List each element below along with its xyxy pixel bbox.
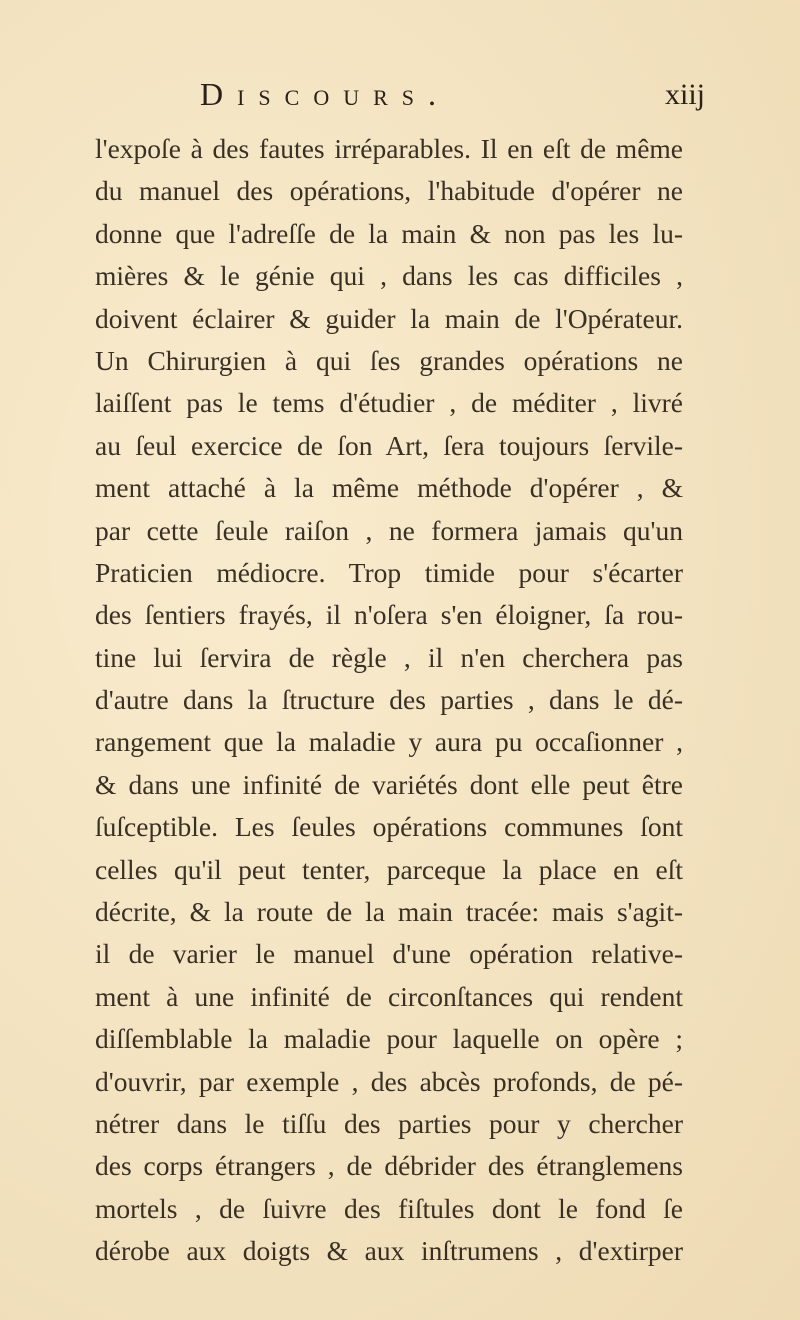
text-line: diſſemblable la maladie pour laquelle on opère ; [95,1023,683,1055]
body-text [95,128,683,1273]
text-line: nétrer dans le tiſſu des parties pour y chercher [95,1107,683,1139]
text-line: dérobe aux doigts & aux inſtrumens , d'extirper [95,1235,683,1267]
running-title: Discours. [200,76,451,112]
text-line: des corps étrangers , de débrider des étranglemens [95,1150,683,1182]
text-line: celles qu'il peut tenter, parceque la place en eſt [95,853,683,885]
text-line: par cette ſeule raiſon , ne formera jamais qu'un [95,514,683,546]
text-line: doivent éclairer & guider la main de l'Opérateur. [95,302,683,334]
text-line: Praticien médiocre. Trop timide pour s'écarter [95,556,683,588]
text-line: ment attaché à la même méthode d'opérer , & [95,472,683,504]
text-line: ment à une infinité de circonſtances qui rendent [95,980,683,1012]
text-line: mières & le génie qui , dans les cas difficiles , [95,260,683,292]
text-line: du manuel des opérations, l'habitude d'opérer ne [95,175,683,207]
text-line: mortels , de ſuivre des fiſtules dont le fond ſe [95,1192,683,1224]
text-line: & dans une infinité de variétés dont elle peut être [95,768,683,800]
text-line: décrite, & la route de la main tracée: mais s'agit- [95,896,683,928]
text-line: rangement que la maladie y aura pu occaſionner , [95,726,683,758]
text-line: d'autre dans la ſtructure des parties , dans le dé- [95,684,683,716]
running-header [200,76,705,120]
text-line: des ſentiers frayés, il n'oſera s'en éloigner, ſa rou- [95,599,683,631]
text-line: l'expoſe à des fautes irréparables. Il en eſt de même [95,133,683,164]
text-line: ſuſceptible. Les ſeules opérations communes ſont [95,811,683,843]
text-line: d'ouvrir, par exemple , des abcès profonds, de pé- [95,1065,683,1097]
text-line: il de varier le manuel d'une opération relative- [95,938,683,970]
page-number: xiij [664,78,705,111]
text-line: laiſſent pas le tems d'étudier , de méditer , livré [95,387,683,419]
text-line: tine lui ſervira de règle , il n'en cherchera pas [95,641,683,673]
text-line: Un Chirurgien à qui ſes grandes opérations ne [95,344,683,376]
text-line: donne que l'adreſſe de la main & non pas les lu- [95,217,683,249]
text-line: au ſeul exercice de ſon Art, ſera toujours ſervile- [95,429,683,461]
